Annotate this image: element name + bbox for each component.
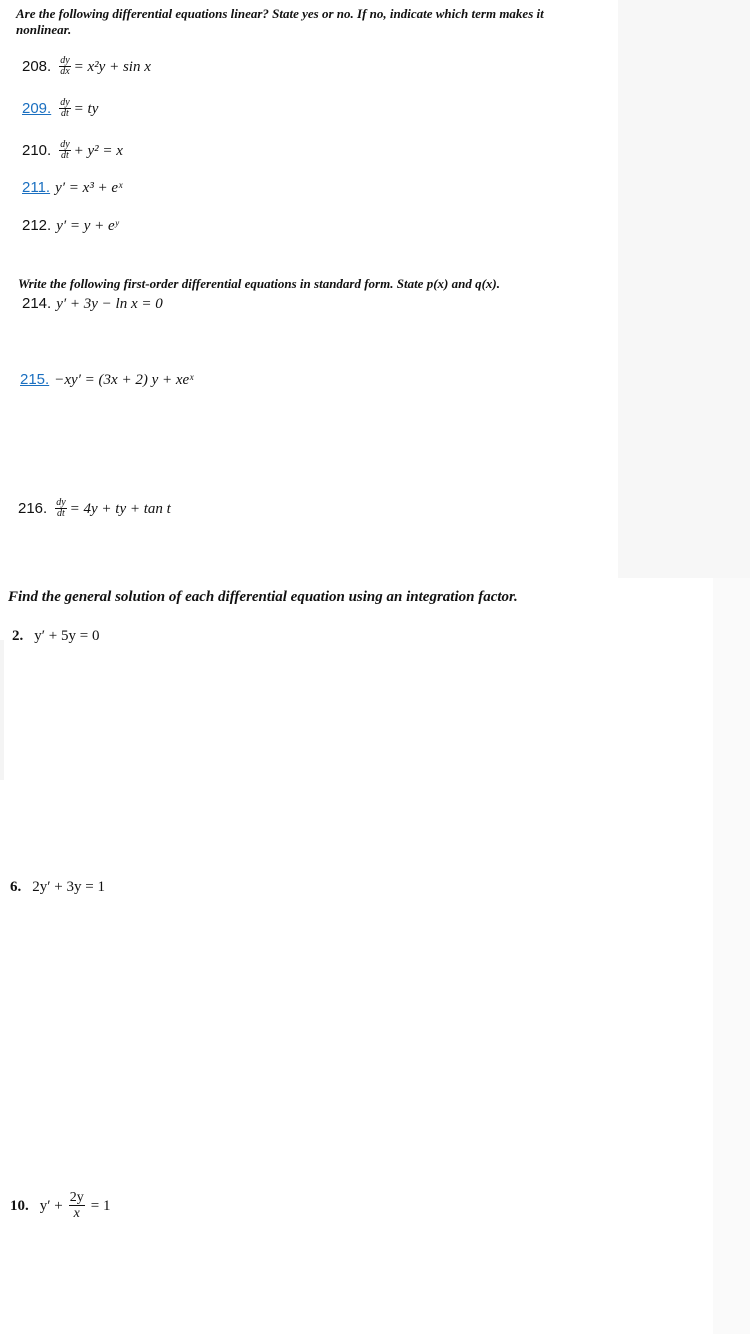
problem-number-link[interactable]: 215. [20,371,50,388]
problem-6 [10,877,105,897]
problem-number: 2. [12,628,24,644]
problem-number: 6. [10,879,22,895]
background-strip [0,640,4,780]
equation: = x²y + sin x [73,58,151,75]
frac-denominator: dt [57,508,65,519]
frac-numerator: 2y [69,1190,84,1205]
frac-denominator: dt [61,108,69,119]
problem-number: 214. [22,295,52,312]
problem-210 [22,140,123,161]
frac-numerator: dy [60,97,70,108]
problem-216 [18,498,171,519]
frac-denominator: x [73,1206,80,1221]
problem-211[interactable] [22,178,122,198]
fraction [59,140,70,161]
equation: + y² = x [73,142,123,159]
fraction [55,498,66,519]
frac-numerator: dy [60,139,70,150]
section3-instructions: Find the general solution of each differential equation using an integration factor. [8,589,518,605]
frac-denominator: dx [60,66,70,77]
problem-number-link[interactable]: 211. [22,179,51,196]
problem-2 [12,626,99,646]
problem-10 [10,1190,110,1221]
background-strip [713,578,750,1334]
equation: y′ = y + eʸ [56,218,119,234]
equation: y′ + 3y − ln x = 0 [56,296,163,312]
section2-instructions: Write the following first-order differential equations in standard form. State p(x) and q(x). [18,276,500,291]
frac-numerator: dy [60,55,70,66]
problem-number: 208. [22,57,52,75]
equation: 2y′ + 3y = 1 [32,879,105,895]
frac-numerator: dy [56,497,66,508]
problem-214 [22,294,163,314]
background-strip [618,0,750,578]
problem-208 [22,56,151,77]
problem-number: 10. [10,1197,29,1214]
section1-instructions: Are the following differential equations linear? State yes or no. If no, indicate which term makes it nonlinear. [16,6,544,37]
equation: = ty [73,100,99,117]
problem-212 [22,216,119,236]
problem-number: 212. [22,217,52,234]
equation: −xy′ = (3x + 2) y + xeˣ [54,372,194,388]
fraction [59,98,70,119]
equation: y′ + [39,1197,63,1214]
equation: = 4y + ty + tan t [69,500,171,517]
fraction [59,56,70,77]
problem-number: 210. [22,141,52,159]
fraction [69,1190,85,1221]
problem-209[interactable] [22,98,98,119]
equation: = 1 [90,1197,111,1214]
equation: y′ + 5y = 0 [34,628,100,644]
problem-number: 216. [18,499,48,517]
problem-number-link[interactable]: 209. [22,99,52,117]
problem-215[interactable] [20,370,193,390]
frac-denominator: dt [61,150,69,161]
equation: y′ = x³ + eˣ [55,180,123,196]
